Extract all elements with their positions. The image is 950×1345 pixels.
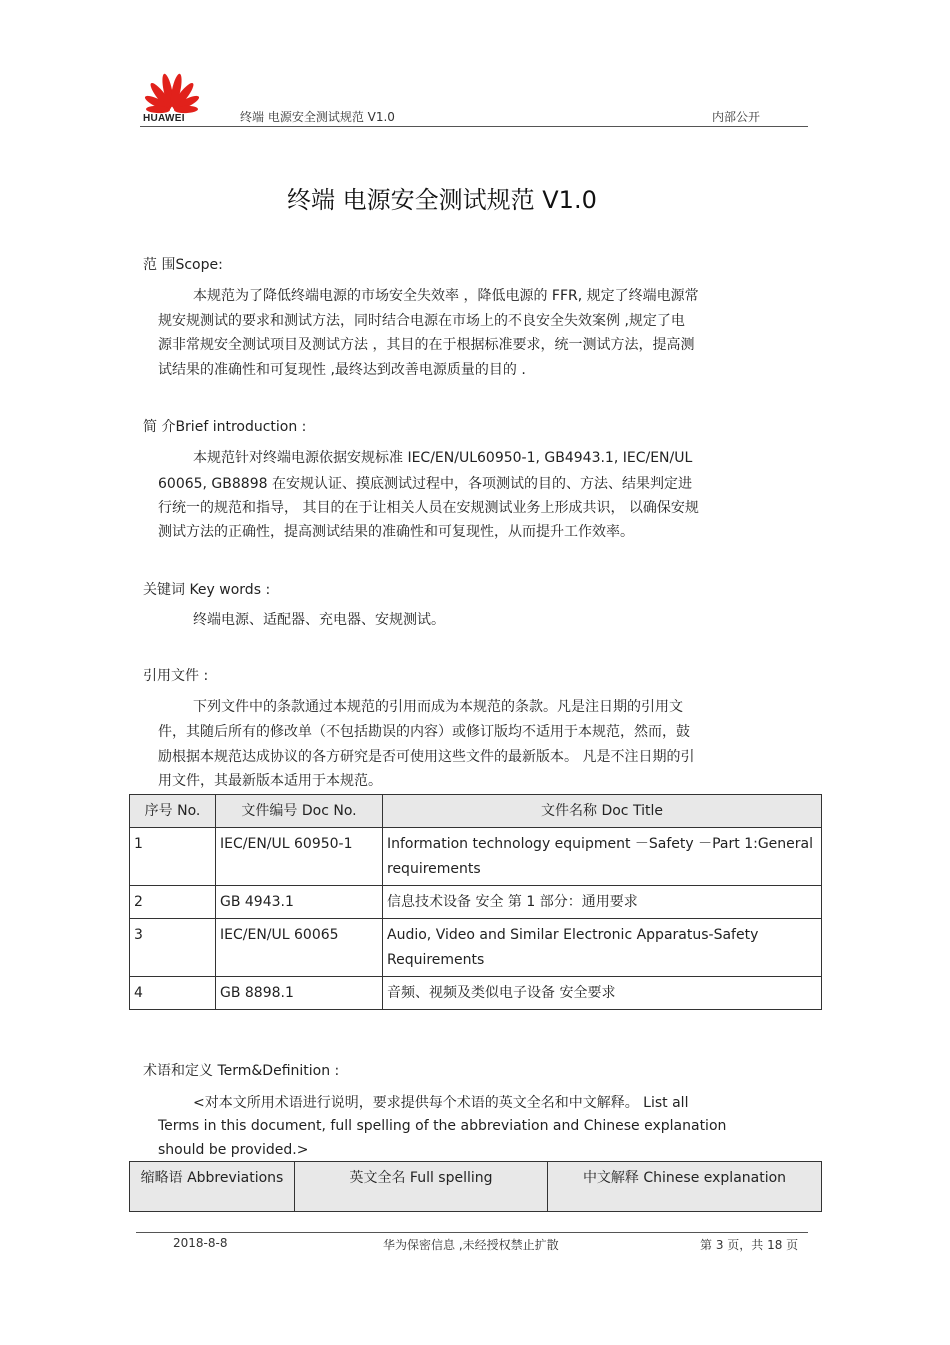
footer-rule bbox=[136, 1232, 808, 1233]
table-header-row bbox=[130, 795, 822, 828]
header-rule bbox=[140, 126, 808, 127]
scope-line: 源非常规安全测试项目及测试方法 ，其目的在于根据标准要求，统一测试方法，提高测 bbox=[158, 337, 695, 353]
header-cell-chinese-explanation: 中文解释 Chinese explanation bbox=[548, 1162, 822, 1212]
table-row bbox=[130, 828, 822, 886]
header-cell-abbreviations: 缩略语 Abbreviations bbox=[130, 1162, 295, 1212]
brief-line: 测试方法的正确性，提高测试结果的准确性和可复现性，从而提升工作效率。 bbox=[158, 524, 634, 540]
cell-doc-title: 音频、视频及类似电子设备 安全要求 bbox=[383, 977, 822, 1010]
cell-no: 3 bbox=[130, 919, 216, 977]
scope-line: 规安规测试的要求和测试方法，同时结合电源在市场上的不良安全失效案例 ,规定了电 bbox=[158, 313, 685, 329]
footer-notice: 华为保密信息 ,未经授权禁止扩散 bbox=[383, 1238, 559, 1252]
cell-doc-title: Information technology equipment －Safety －Part 1:General requirements bbox=[383, 828, 822, 886]
brief-line: 行统一的规范和指导， 其目的在于让相关人员在安规测试业务上形成共识， 以确保安规 bbox=[158, 500, 699, 516]
cell-doc-no: GB 8898.1 bbox=[216, 977, 383, 1010]
references-line: 励根据本规范达成协议的各方研究是否可使用这些文件的最新版本。 凡是不注日期的引 bbox=[158, 749, 695, 765]
terms-label: 术语和定义 Term&Definition : bbox=[143, 1063, 340, 1079]
scope-label: 范 围Scope: bbox=[143, 257, 223, 273]
cell-doc-title: Audio, Video and Similar Electronic Apparatus-Safety Requirements bbox=[383, 919, 822, 977]
cell-doc-no: GB 4943.1 bbox=[216, 886, 383, 919]
references-label: 引用文件 : bbox=[143, 668, 209, 684]
keywords-label: 关键词 Key words : bbox=[143, 582, 271, 598]
table-row bbox=[130, 977, 822, 1010]
page-title: 终端 电源安全测试规范 V1.0 bbox=[287, 186, 597, 214]
terms-line: Terms in this document, full spelling of the abbreviation and Chinese explanation bbox=[158, 1118, 727, 1134]
cell-doc-no: IEC/EN/UL 60065 bbox=[216, 919, 383, 977]
footer-page-number: 第 3 页，共 18 页 bbox=[700, 1238, 799, 1252]
brief-label: 简 介Brief introduction : bbox=[143, 419, 307, 435]
footer-date: 2018-8-8 bbox=[173, 1236, 228, 1250]
references-line: 用文件，其最新版本适用于本规范。 bbox=[158, 773, 382, 789]
cell-doc-title: 信息技术设备 安全 第 1 部分：通用要求 bbox=[383, 886, 822, 919]
table-header-row bbox=[130, 1162, 822, 1212]
cell-no: 4 bbox=[130, 977, 216, 1010]
brief-line: 本规范针对终端电源依据安规标准 IEC/EN/UL60950-1, GB4943.1, IEC/EN/UL bbox=[193, 450, 693, 466]
header-doc-title: 终端 电源安全测试规范 V1.0 bbox=[240, 110, 395, 124]
header-classification: 内部公开 bbox=[712, 110, 761, 124]
header-cell-doc-no: 文件编号 Doc No. bbox=[216, 795, 383, 828]
table-row bbox=[130, 919, 822, 977]
table-row bbox=[130, 886, 822, 919]
header-cell-full-spelling: 英文全名 Full spelling bbox=[295, 1162, 548, 1212]
references-table bbox=[129, 794, 822, 1010]
brief-line: 60065, GB8898 在安规认证、摸底测试过程中，各项测试的目的、方法、结果判定进 bbox=[158, 476, 692, 492]
keywords-text: 终端电源、适配器、充电器、安规测试。 bbox=[193, 612, 445, 628]
scope-line: 试结果的准确性和可复现性 ,最终达到改善电源质量的目的 . bbox=[158, 362, 526, 378]
header-cell-no: 序号 No. bbox=[130, 795, 216, 828]
cell-no: 2 bbox=[130, 886, 216, 919]
scope-line: 本规范为了降低终端电源的市场安全失效率 ，降低电源的 FFR, 规定了终端电源常 bbox=[193, 288, 699, 304]
cell-no: 1 bbox=[130, 828, 216, 886]
cell-doc-no: IEC/EN/UL 60950-1 bbox=[216, 828, 383, 886]
terms-line: <对本文所用术语进行说明，要求提供每个术语的英文全名和中文解释。 List all bbox=[193, 1095, 689, 1111]
references-line: 下列文件中的条款通过本规范的引用而成为本规范的条款。凡是注日期的引用文 bbox=[193, 699, 683, 715]
references-line: 件，其随后所有的修改单（不包括勘误的内容）或修订版均不适用于本规范，然而，鼓 bbox=[158, 724, 690, 740]
header-cell-doc-title: 文件名称 Doc Title bbox=[383, 795, 822, 828]
logo-text: HUAWEI bbox=[143, 113, 185, 124]
terms-line: should be provided.> bbox=[158, 1142, 309, 1158]
terms-table bbox=[129, 1161, 822, 1212]
